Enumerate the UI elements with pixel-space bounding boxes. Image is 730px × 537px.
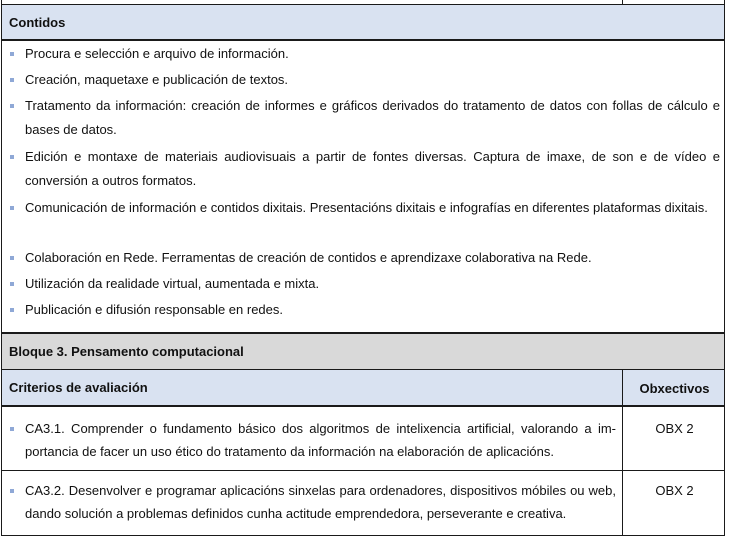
bullet-icon <box>10 427 14 431</box>
criterios-header <box>2 370 724 405</box>
bullet-icon <box>10 489 14 493</box>
contidos-header <box>2 5 724 39</box>
bullet-icon <box>10 52 14 56</box>
bullet-icon <box>10 104 14 108</box>
criterion-row <box>2 417 622 463</box>
list-item-text: Publicación e difusión responsable en redes. <box>25 302 284 317</box>
bullet-icon <box>10 308 14 312</box>
list-item-text: Tratamento da información: creación de informes e gráficos derivados do tratamento de datos con follas de cálculo e bases de datos. <box>25 98 720 137</box>
list-item <box>2 42 724 67</box>
list-item-text: Comunicación de información e contidos dixitais. Presentacións dixitais e infografías en diferentes plataformas dixitais. <box>25 200 708 215</box>
list-item <box>2 246 724 271</box>
contidos-heading: Contidos <box>9 14 66 30</box>
criterion-text: CA3.1. Comprender o fundamento básico dos algoritmos de intelixencia artificial, valorando a importancia de facer un uso ético do tratamento da información na elaboración de aplicacións. <box>25 421 616 459</box>
contidos-list <box>2 42 724 323</box>
list-item-text: Utilización da realidade virtual, aumentada e mixta. <box>25 276 320 291</box>
bloque-title: Bloque 3. Pensamento computacional <box>9 344 244 359</box>
row-border <box>2 39 724 41</box>
list-item <box>2 94 724 142</box>
list-item-text: Procura e selección e arquivo de información. <box>25 46 289 61</box>
bullet-icon <box>10 155 14 159</box>
bullet-icon <box>10 206 14 210</box>
column-divider <box>622 370 623 536</box>
list-item-text: Colaboración en Rede. Ferramentas de creación de contidos e aprendizaxe colaborativa na Rede. <box>25 250 592 265</box>
row-border <box>2 535 724 536</box>
bullet-icon <box>10 282 14 286</box>
objectives-heading: Obxectivos <box>639 381 710 396</box>
bullet-icon <box>10 78 14 82</box>
list-item <box>2 196 724 244</box>
list-item <box>2 298 724 323</box>
bloque-header <box>2 334 724 369</box>
bullet-icon <box>10 256 14 260</box>
row-border <box>2 470 724 471</box>
curriculum-table <box>1 0 725 536</box>
criterion-row <box>2 479 622 525</box>
list-item <box>2 145 724 193</box>
criterion-objective: OBX 2 <box>655 483 694 498</box>
row-border <box>2 405 724 407</box>
criterios-heading: Criterios de avaliación <box>9 380 148 395</box>
list-item-text: Edición e montaxe de materiais audiovisuais a partir de fontes diversas. Captura de imaxe, de son e de vídeo e conversión a outros formatos. <box>25 149 720 188</box>
list-item <box>2 272 724 297</box>
criterion-objective: OBX 2 <box>655 421 694 436</box>
criterion-text: CA3.2. Desenvolver e programar aplicacións sinxelas para ordenadores, dispositivos móbiles ou web, dando solución a problemas definidos cunha actitude emprendedora, perseverante e creativa. <box>25 483 616 521</box>
list-item-text: Creación, maquetaxe e publicación de textos. <box>25 72 289 87</box>
list-item <box>2 68 724 93</box>
